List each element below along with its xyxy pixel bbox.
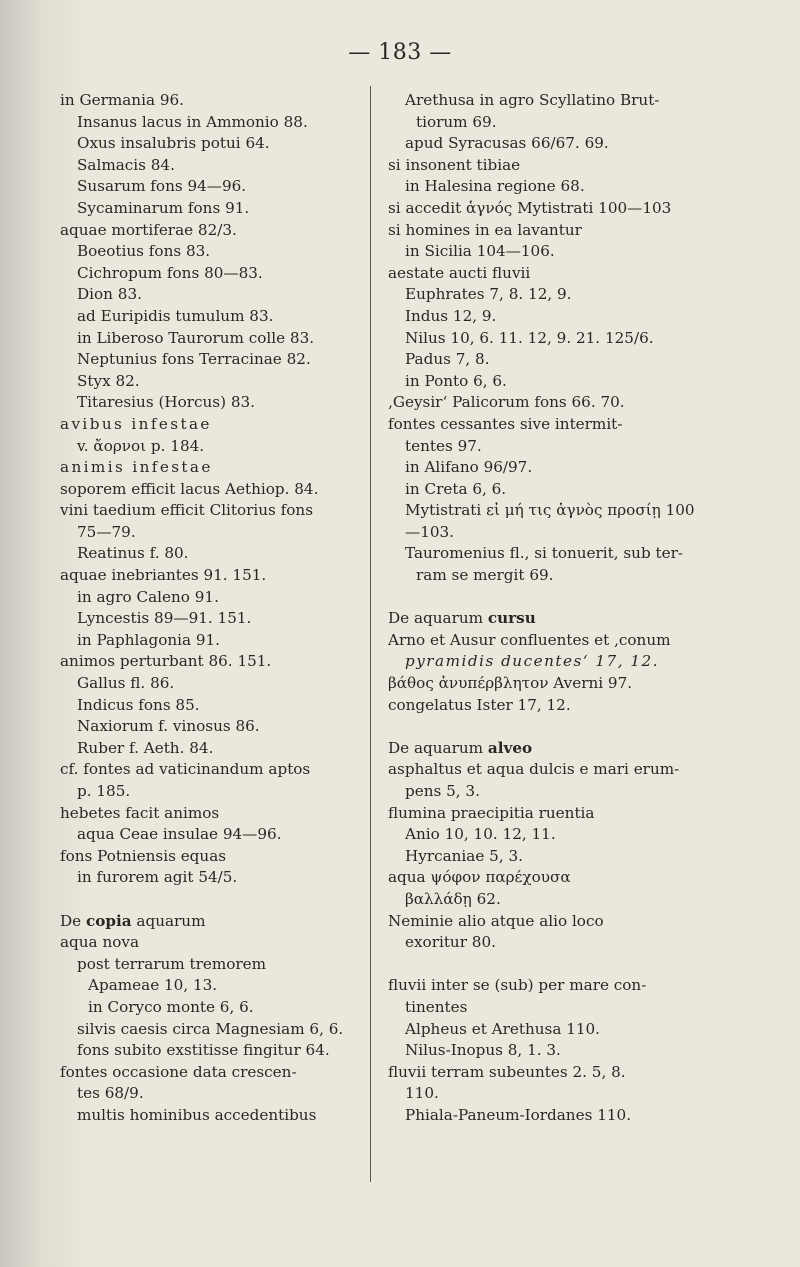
index-entry: congelatus Ister 17, 12.	[388, 695, 571, 714]
index-entry: Dion 83.	[77, 285, 142, 304]
index-entry: 110.	[405, 1084, 439, 1103]
index-entry: in Liberoso Taurorum colle 83.	[77, 328, 315, 347]
index-entry: aqua nova	[60, 933, 140, 952]
index-entry: hebetes facit animos	[60, 803, 220, 822]
index-entry: animos perturbant 86. 151.	[60, 652, 272, 671]
index-entry: Titaresius (Horcus) 83.	[77, 393, 256, 412]
index-column-left	[60, 90, 365, 1127]
index-entry: Padus 7, 8.	[405, 350, 490, 369]
index-entry: fons Potniensis equas	[60, 846, 227, 865]
index-entry: Styx 82.	[77, 371, 140, 390]
index-entry: tiorum 69.	[416, 112, 497, 131]
index-entry: v. ἄορνοι p. 184.	[77, 436, 205, 455]
index-entry: aqua Ceae insulae 94—96.	[77, 825, 282, 844]
index-entry	[388, 954, 778, 976]
index-entry: Anio 10, 10. 12, 11.	[405, 825, 556, 844]
index-entry: animis infestae	[60, 458, 213, 477]
index-entry: Arno et Ausur confluentes et ‚conum	[388, 630, 671, 649]
index-column-right	[388, 90, 778, 1127]
index-entry: si insonent tibiae	[388, 155, 521, 174]
index-entry: in Alifano 96/97.	[405, 458, 533, 477]
index-entry: Gallus fl. 86.	[77, 674, 175, 693]
column-divider	[370, 86, 371, 1182]
index-entry: Phiala-Paneum-Iordanes 110.	[405, 1105, 632, 1124]
index-entry: Oxus insalubris potui 64.	[77, 134, 270, 153]
index-entry: Susarum fons 94—96.	[77, 177, 247, 196]
index-entry	[388, 716, 778, 738]
index-entry: Insanus lacus in Ammonio 88.	[77, 112, 308, 131]
index-entry: Cichropum fons 80—83.	[77, 263, 263, 282]
index-entry: Arethusa in agro Scyllatino Brut-	[405, 91, 660, 109]
index-entry: fontes cessantes sive intermit-	[388, 414, 623, 433]
index-entry: in Creta 6, 6.	[405, 479, 507, 498]
index-entry: Mytistrati εἰ μή τις ἁγνὸς προσίῃ 100	[405, 501, 695, 520]
index-entry: soporem efficit lacus Aethiop. 84.	[60, 479, 319, 498]
index-entry	[388, 587, 778, 609]
section-heading: De copia aquarum	[60, 911, 206, 930]
index-entry: Salmacis 84.	[77, 155, 175, 174]
index-entry: Nilus-Inopus 8, 1. 3.	[405, 1041, 561, 1060]
index-entry: si homines in ea lavantur	[388, 220, 582, 239]
index-entry: fontes occasione data crescen-	[60, 1062, 297, 1081]
index-entry: Indicus fons 85.	[77, 695, 200, 714]
index-entry: p. 185.	[77, 782, 131, 800]
index-entry: tentes 97.	[405, 436, 482, 455]
index-entry: Alpheus et Arethusa 110.	[405, 1019, 601, 1038]
index-entry: fluvii terram subeuntes 2. 5, 8.	[388, 1062, 626, 1081]
index-entry: aestate aucti fluvii	[388, 263, 531, 282]
index-entry: in agro Caleno 91.	[77, 587, 219, 606]
index-entry: 75—79.	[77, 522, 136, 541]
index-entry: —103.	[405, 522, 455, 541]
index-entry: βάθος ἀνυπέρβλητον Averni 97.	[388, 674, 633, 693]
index-entry: Neminie alio atque alio loco	[388, 911, 604, 930]
index-entry: Euphrates 7, 8. 12, 9.	[405, 285, 572, 304]
index-entry: Nilus 10, 6. 11. 12, 9. 21. 125/6.	[405, 328, 654, 347]
index-entry: Lyncestis 89—91. 151.	[77, 609, 252, 628]
index-entry: in Halesina regione 68.	[405, 177, 585, 196]
index-entry: tes 68/9.	[77, 1084, 144, 1103]
section-heading: De aquarum alveo	[388, 738, 533, 757]
index-entry: in Germania 96.	[60, 91, 184, 109]
index-entry: Apameae 10, 13.	[88, 976, 218, 995]
index-entry: Reatinus f. 80.	[77, 544, 189, 563]
index-entry: fons subito exstitisse fingitur 64.	[77, 1041, 330, 1060]
index-entry: in Sicilia 104—106.	[405, 242, 555, 261]
index-entry: multis hominibus accedentibus	[77, 1105, 317, 1124]
index-entry: aquae inebriantes 91. 151.	[60, 566, 267, 585]
index-entry: pyramidis ducentes‘ 17, 12.	[405, 652, 660, 671]
index-entry: cf. fontes ad vaticinandum aptos	[60, 760, 311, 779]
index-entry: post terrarum tremorem	[77, 954, 267, 973]
index-entry: in Paphlagonia 91.	[77, 630, 221, 649]
index-entry: silvis caesis circa Magnesiam 6, 6.	[77, 1019, 344, 1038]
index-entry: Neptunius fons Terracinae 82.	[77, 350, 311, 369]
index-entry: Naxiorum f. vinosus 86.	[77, 717, 260, 736]
index-entry: exoritur 80.	[405, 933, 496, 952]
index-entry: ram se mergit 69.	[416, 566, 554, 585]
index-entry: in Ponto 6, 6.	[405, 371, 507, 390]
index-entry: tinentes	[405, 997, 468, 1016]
index-entry: ‚Geysir‘ Palicorum fons 66. 70.	[388, 393, 625, 412]
index-entry: Hyrcaniae 5, 3.	[405, 846, 523, 865]
index-entry: pens 5, 3.	[405, 782, 480, 800]
index-entry: Indus 12, 9.	[405, 306, 497, 325]
index-entry	[60, 889, 365, 911]
index-entry: aquae mortiferae 82/3.	[60, 220, 237, 239]
index-entry: flumina praecipitia ruentia	[388, 803, 595, 822]
index-entry: asphaltus et aqua dulcis e mari erum-	[388, 760, 680, 779]
index-entry: in Coryco monte 6, 6.	[88, 997, 254, 1016]
index-entry: ad Euripidis tumulum 83.	[77, 306, 274, 325]
index-entry: in furorem agit 54/5.	[77, 868, 238, 887]
index-entry: apud Syracusas 66/67. 69.	[405, 134, 609, 153]
page-number: — 183 —	[348, 40, 452, 65]
index-entry: Boeotius fons 83.	[77, 242, 211, 261]
index-entry: Ruber f. Aeth. 84.	[77, 738, 214, 757]
index-entry: si accedit ἁγνός Mytistrati 100—103	[388, 198, 672, 217]
index-entry: avibus infestae	[60, 414, 212, 433]
section-heading: De aquarum cursu	[388, 609, 536, 628]
index-entry: Sycaminarum fons 91.	[77, 198, 250, 217]
index-entry: vini taedium efficit Clitorius fons	[60, 501, 314, 520]
index-entry: βαλλάδῃ 62.	[405, 889, 501, 908]
index-entry: Tauromenius fl., si tonuerit, sub ter-	[405, 544, 683, 563]
index-entry: fluvii inter se (sub) per mare con-	[388, 976, 647, 995]
index-entry: aqua ψόφον παρέχουσα	[388, 868, 571, 887]
